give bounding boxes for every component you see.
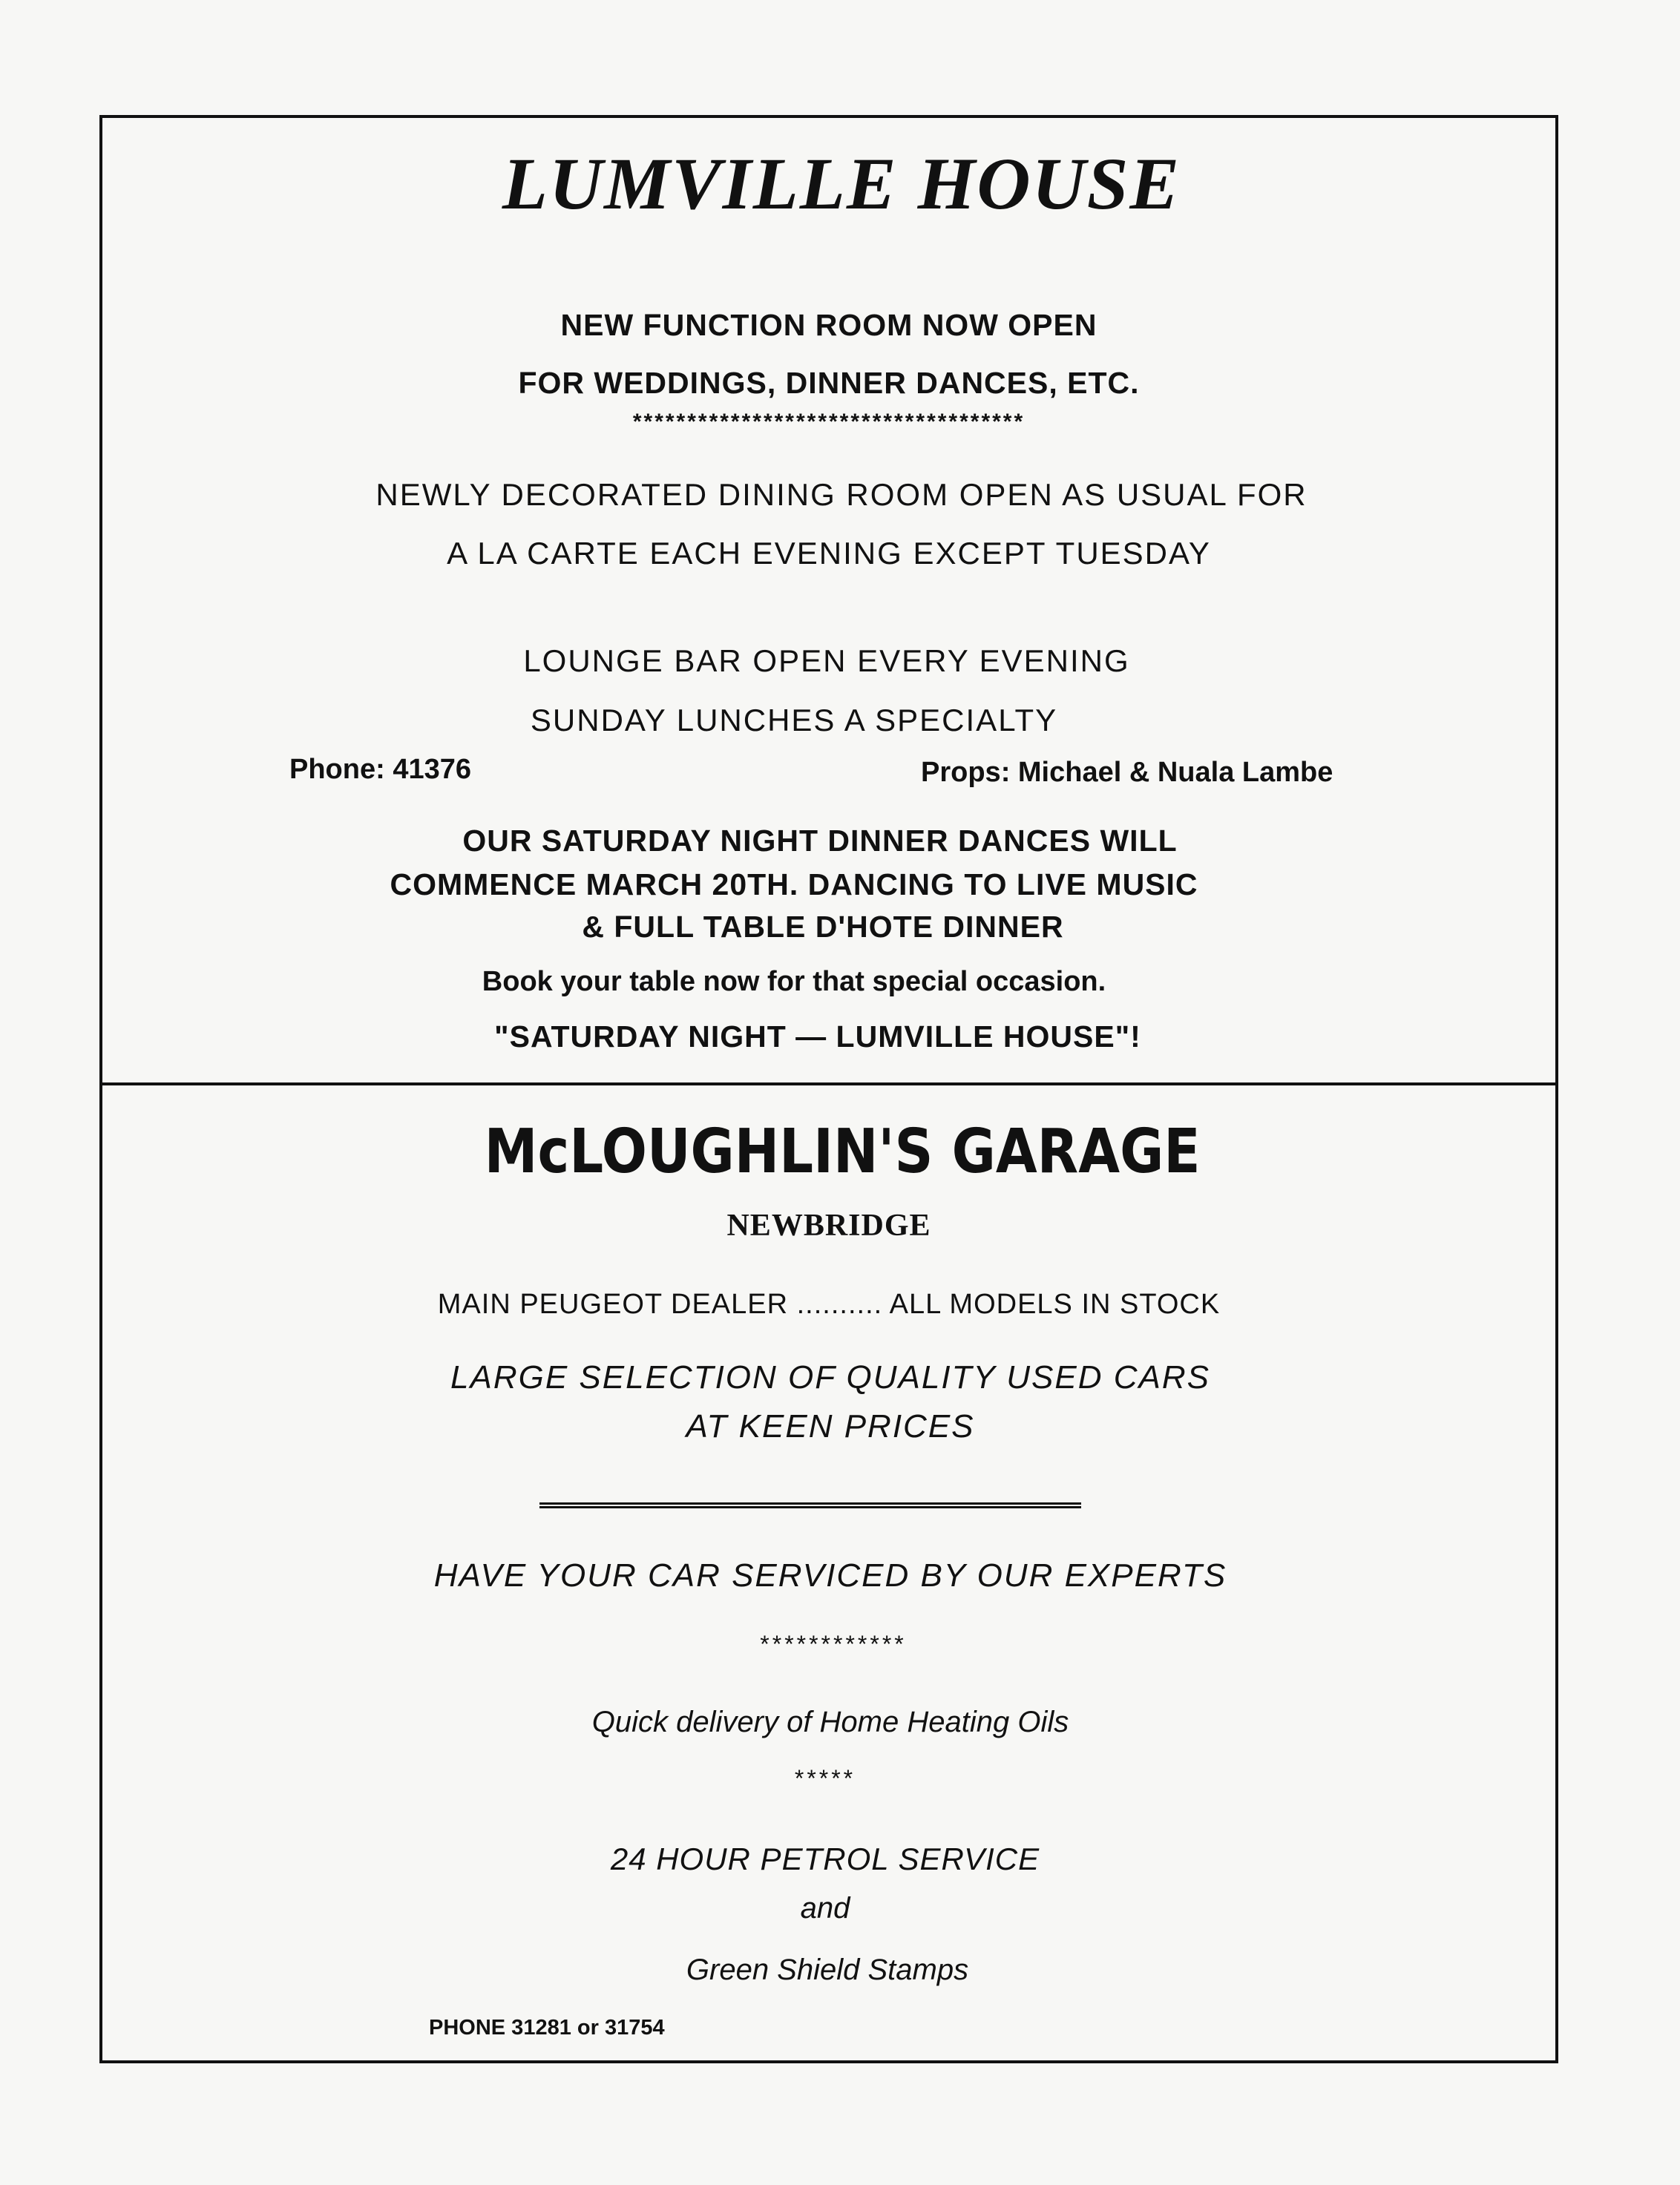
dances-line-1: OUR SATURDAY NIGHT DINNER DANCES WILL [462, 824, 1178, 858]
used-cars-line-1: LARGE SELECTION OF QUALITY USED CARS [450, 1359, 1210, 1396]
book-table-line: Book your table now for that special occasion. [482, 966, 1106, 997]
dining-line-2: A LA CARTE EACH EVENING EXCEPT TUESDAY [447, 536, 1211, 571]
lumville-proprietors: Props: Michael & Nuala Lambe [921, 757, 1333, 788]
dealer-line: MAIN PEUGEOT DEALER .......... ALL MODELS IN STOCK [437, 1289, 1221, 1320]
service-line: HAVE YOUR CAR SERVICED BY OUR EXPERTS [433, 1557, 1227, 1594]
sunday-line: SUNDAY LUNCHES A SPECIALTY [530, 703, 1058, 737]
garage-phone: PHONE 31281 or 31754 [429, 2016, 665, 2040]
garage-title: McLOUGHLIN'S GARAGE [484, 1117, 1201, 1187]
petrol-line: 24 HOUR PETROL SERVICE [610, 1841, 1040, 1876]
garage-location: NEWBRIDGE [726, 1209, 931, 1243]
garage-stars-1: ************ [760, 1631, 907, 1657]
function-room-line-2: FOR WEDDINGS, DINNER DANCES, ETC. [518, 366, 1140, 400]
function-room-line-1: NEW FUNCTION ROOM NOW OPEN [560, 308, 1097, 342]
lumville-title: LUMVILLE HOUSE [502, 142, 1181, 225]
and-line: and [800, 1892, 850, 1925]
green-shield-line: Green Shield Stamps [686, 1954, 969, 1986]
used-cars-line-2: AT KEEN PRICES [686, 1408, 975, 1445]
garage-stars-2: ***** [794, 1765, 856, 1792]
heating-oils-line: Quick delivery of Home Heating Oils [591, 1706, 1069, 1738]
dances-line-2: COMMENCE MARCH 20TH. DANCING TO LIVE MUSIC [390, 867, 1198, 901]
double-rule-divider [539, 1502, 1081, 1508]
lumville-phone: Phone: 41376 [289, 754, 471, 785]
dining-line-1: NEWLY DECORATED DINING ROOM OPEN AS USUAL FOR [375, 477, 1307, 512]
lumville-slogan: "SATURDAY NIGHT — LUMVILLE HOUSE"! [494, 1019, 1141, 1054]
dances-line-3: & FULL TABLE D'HOTE DINNER [582, 910, 1064, 944]
lumville-stars: ************************************ [632, 410, 1026, 434]
advert-divider [99, 1082, 1558, 1085]
lounge-line: LOUNGE BAR OPEN EVERY EVENING [523, 643, 1130, 678]
